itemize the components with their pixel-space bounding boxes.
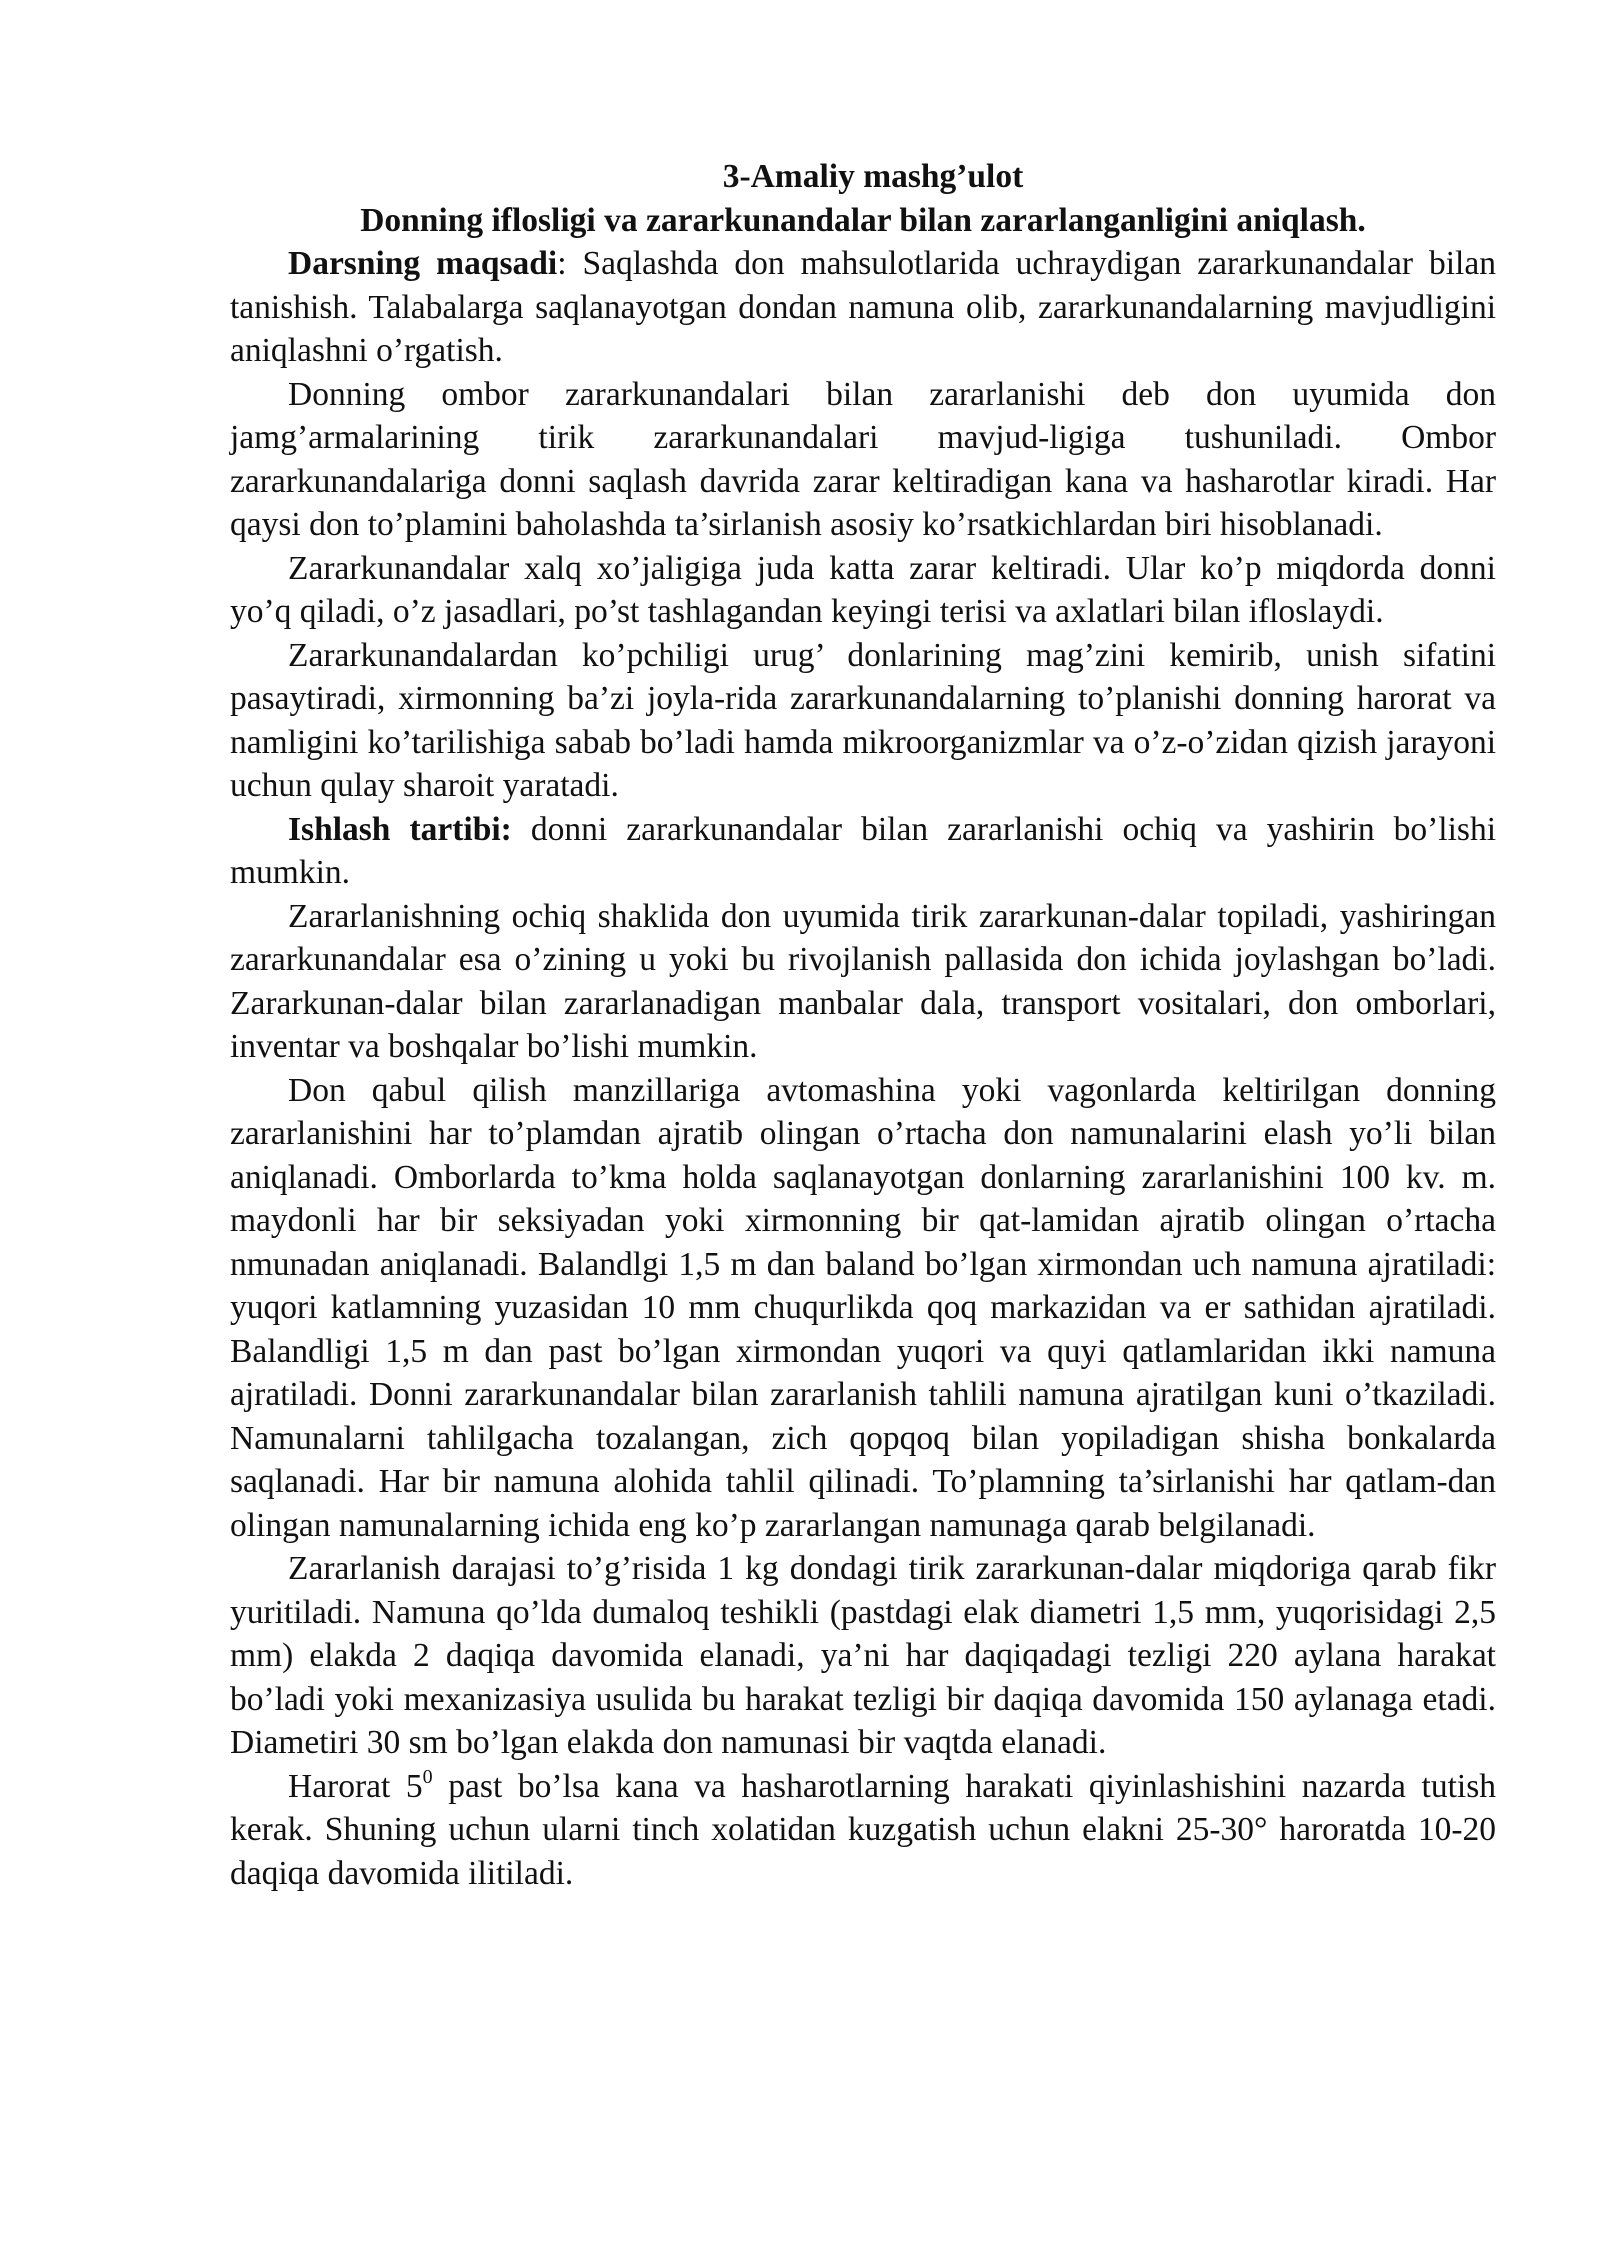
temperature-text-b: past bo’lsa kana va hasharotlarning harakati qiyinlashishini nazarda tutish kerak. Shuning uchun ularni tinch xolatidan kuzgatish uchun elakni 25-30° haroratda 10-20 daqiqa davomida ilitiladi.: [230, 1767, 1496, 1892]
paragraph-germination: Zararkunandalardan ko’pchiligi urug’ donlarining mag’zini kemirib, unish sifatini pasaytiradi, xirmonning ba’zi joyla-rida zararkunandalarning to’planishi donning harorat va namligini ko’tarilishiga sabab bo’ladi hamda mikroorganizmlar va o’z-o’zidan qizish jarayoni uchun qulay sharoit yaratadi.: [230, 636, 1496, 804]
document-page: [230, 155, 1496, 1895]
temperature-text-a: Harorat 5: [288, 1767, 423, 1805]
paragraph-temperature: [230, 1765, 1496, 1896]
paragraph-objective: [230, 242, 1496, 373]
paragraph-open-form: Zararlanishning ochiq shaklida don uyumida tirik zararkunan-dalar topiladi, yashiringan zararkunandalar esa o’zining u yoki bu rivojlanish pallasida don ichida joylashgan bo’ladi. Zararkunan-dalar bilan zararlanadigan manbalar dala, transport vositalari, don omborlari, inventar va boshqalar bo’lishi mumkin.: [230, 897, 1496, 1065]
paragraph-definition: Donning ombor zararkunandalari bilan zararlanishi deb don uyumida don jamg’armalarining tirik zararkunandalari mavjud-ligiga tushuniladi. Ombor zararkunandalariga donni saqlash davrida zarar keltiradigan kana va hasharotlar kiradi. Har qaysi don to’plamini baholashda ta’sirlanish asosiy ko’rsatkichlardan biri hisoblanadi.: [230, 375, 1496, 543]
paragraph-damage: Zararkunandalar xalq xo’jaligiga juda katta zarar keltiradi. Ular ko’p miqdorda donni yo’q qiladi, o’z jasadlari, po’st tashlagandan keyingi terisi va axlatlari bilan ifloslaydi.: [230, 549, 1496, 630]
degree-superscript: 0: [422, 1765, 433, 1788]
objective-text: : Saqlashda don mahsulotlarida uchraydigan zararkunandalar bilan tanishish. Talabalarga saqlanayotgan dondan namuna olib, zararkunandalarning mavjudligini aniqlashni o’rgatish.: [230, 245, 1496, 369]
paragraph-procedure: [230, 808, 1496, 895]
paragraph-sieving: Zararlanish darajasi to’g’risida 1 kg dondagi tirik zararkunan-dalar miqdoriga qarab fikr yuritiladi. Namuna qo’lda dumaloq teshikli (pastdagi elak diametri 1,5 mm, yuqorisidagi 2,5 mm) elakda 2 daqiqa davomida elanadi, ya’ni har daqiqadagi tezligi 220 aylana harakat bo’ladi yoki mexanizasiya usulida bu harakat tezligi bir daqiqa davomida 150 aylanaga etadi. Diametiri 30 sm bo’lgan elakda don namunasi bir vaqtda elanadi.: [230, 1550, 1496, 1761]
objective-label: Darsning maqsadi: [288, 245, 558, 282]
paragraph-sampling: Don qabul qilish manzillariga avtomashina yoki vagonlarda keltirilgan donning zararlanishini har to’plamdan ajratib olingan o’rtacha don namunalarini elash yo’li bilan aniqlanadi. Omborlarda to’kma holda saqlanayotgan donlarning zararlanishini 100 kv. m. maydonli har bir seksiyadan yoki xirmonning bir qat-lamidan ajratib olingan o’rtacha nmunadan aniqlanadi. Balandlgi 1,5 m dan baland bo’lgan xirmondan uch namuna ajratiladi: yuqori katlamning yuzasidan 10 mm chuqurlikda qoq markazidan va er sathidan ajratiladi. Balandligi 1,5 m dan past bo’lgan xirmondan yuqori va quyi qatlamlaridan ikki namuna ajratiladi. Donni zararkunandalar bilan zararlanish tahlili namuna ajratilgan kuni o’tkaziladi. Namunalarni tahlilgacha tozalangan, zich qopqoq bilan yopiladigan shisha bonkalarda saqlanadi. Har bir namuna alohida tahlil qilinadi. To’plamning ta’sirlanishi har qatlam-dan olingan namunalarning ichida eng ko’p zararlangan namunaga qarab belgilanadi.: [230, 1071, 1496, 1544]
document-title: 3-Amaliy mashg’ulot: [722, 158, 1024, 195]
procedure-text: donni zararkunandalar bilan zararlanishi ochiq va yashirin bo’lishi mumkin.: [230, 810, 1496, 891]
procedure-label: Ishlash tartibi:: [288, 810, 512, 848]
document-subtitle: Donning iflosligi va zararkunandalar bilan zararlanganligini aniqlash.: [360, 201, 1366, 239]
